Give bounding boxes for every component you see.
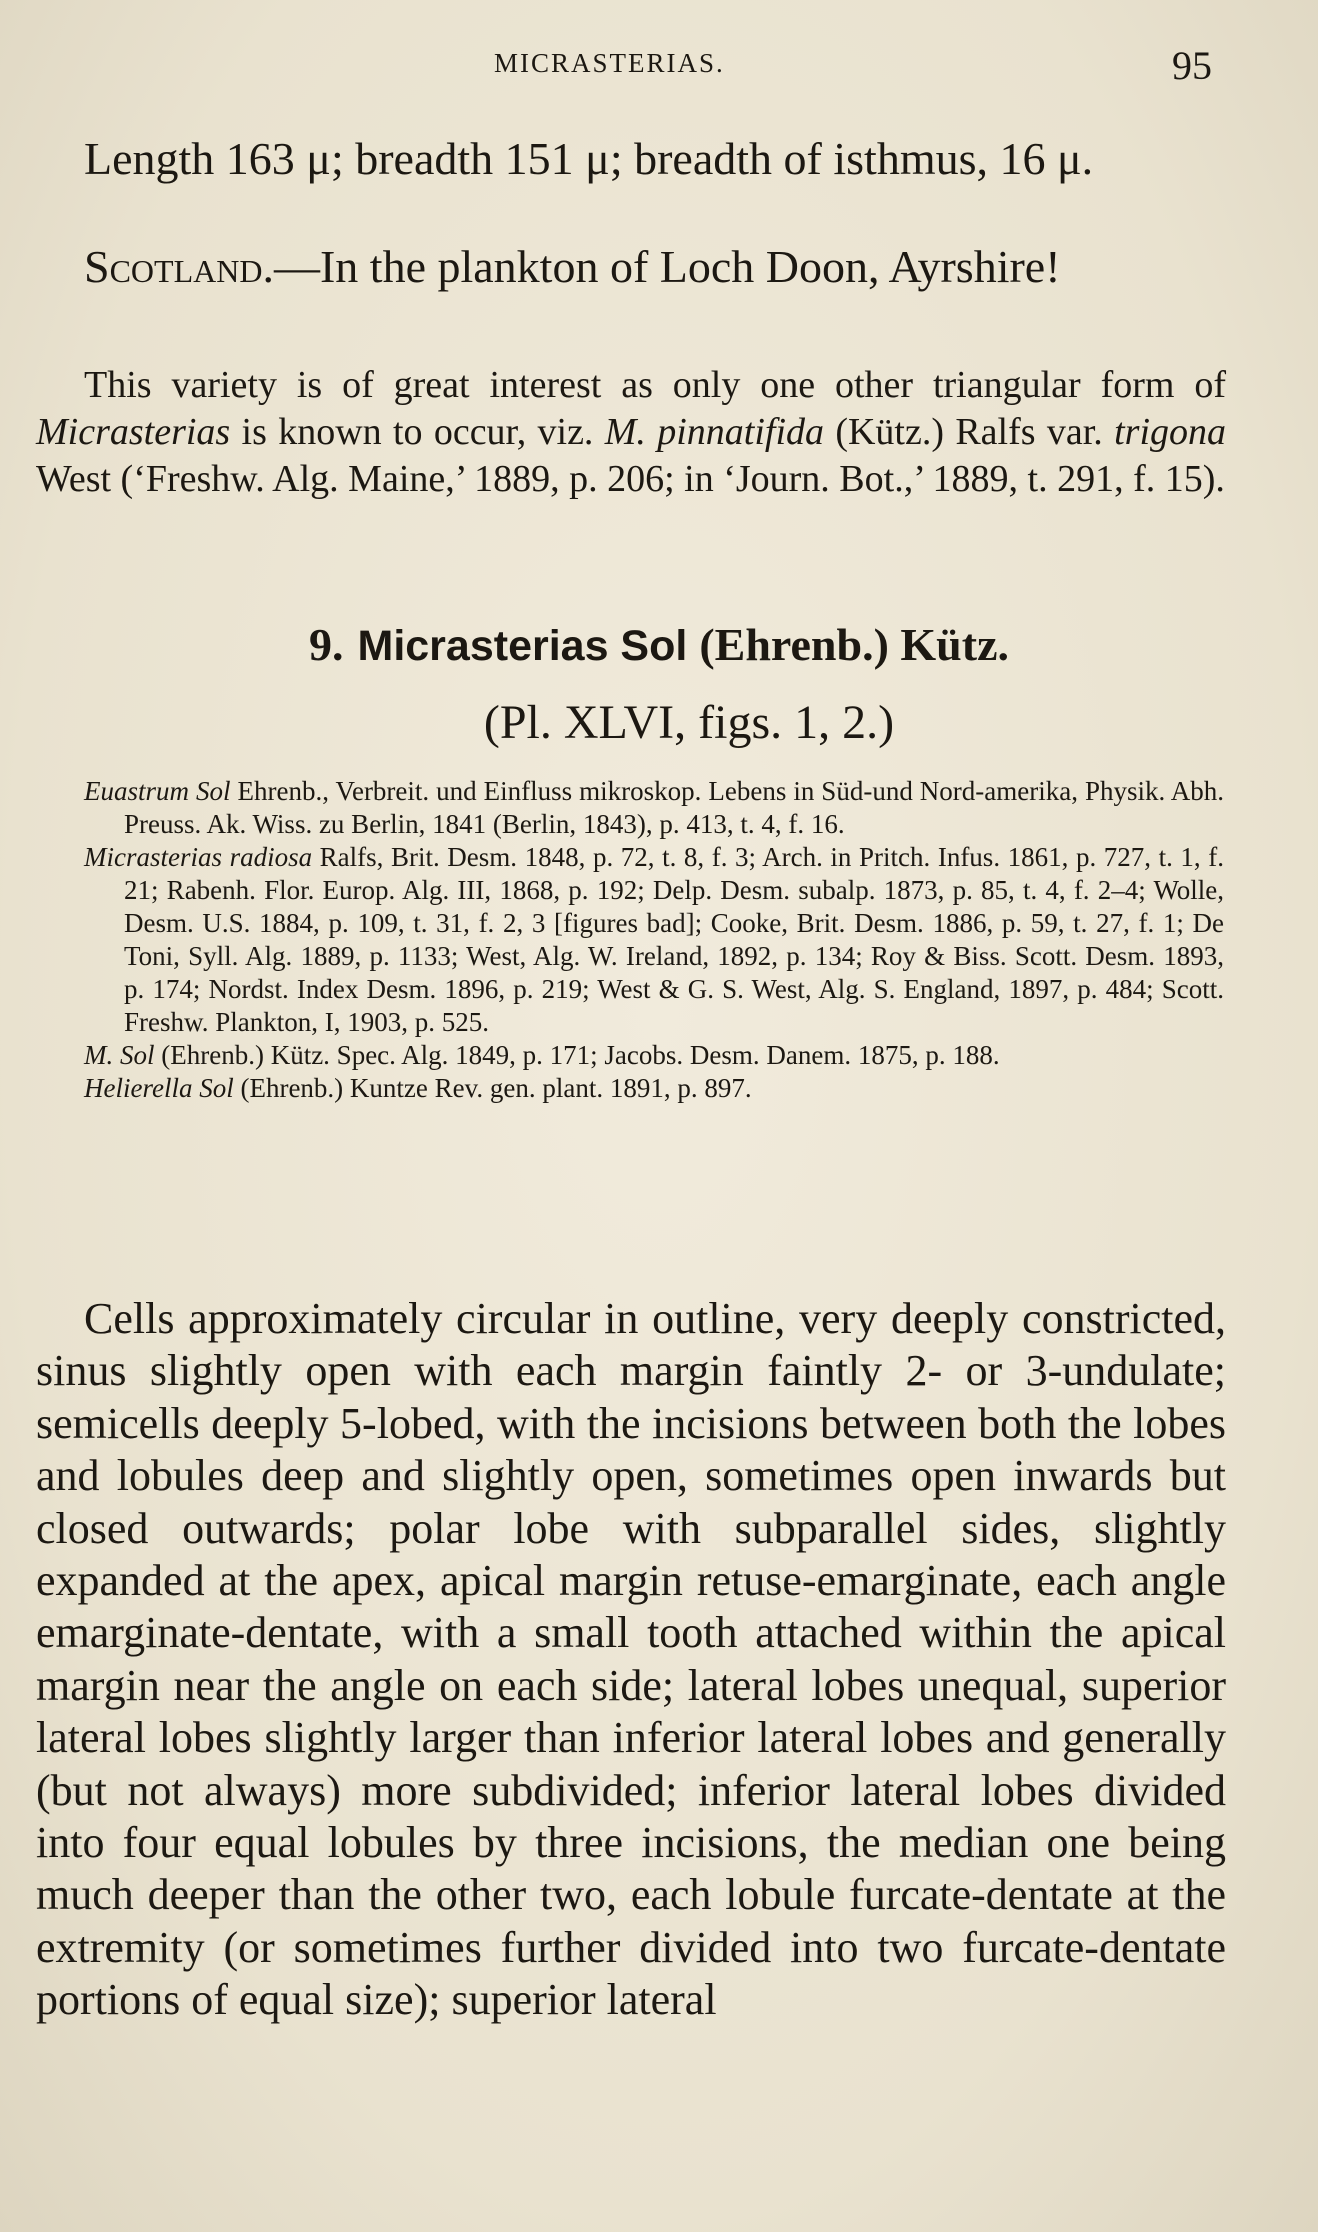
page-number: 95	[1172, 43, 1212, 88]
synonymy-entry	[84, 1072, 1224, 1105]
note-variety: trigona	[1114, 411, 1226, 453]
running-head	[0, 42, 1318, 88]
plate-reference: (Pl. XLVI, figs. 1, 2.)	[483, 696, 895, 749]
locality-paragraph	[36, 240, 1226, 293]
species-description: Cells approximately circular in outline, very deeply constricted, sinus slightly open with each margin faintly 2- or 3-undulate; semicells deeply 5-lobed, with the incisions between both the lobes and lobules deep and slightly open, sometimes open inwards but closed outwards; polar lobe with subparallel sides, slightly expanded at the apex, apical margin retuse-emarginate, each angle emarginate-dentate, with a small tooth attached within the apical margin near the angle on each side; lateral lobes unequal, superior lateral lobes slightly larger than inferior lateral lobes and generally (but not always) more subdivided; inferior lateral lobes divided into four equal lobules by three incisions, the median one being much deeper than the other two, each lobule furcate-dentate at the extremity (or sometimes further divided into two furcate-dentate portions of equal size); superior lateral	[36, 1294, 1226, 2025]
species-number: 9.	[309, 619, 344, 670]
note-species: M. pinnatifida	[604, 411, 825, 453]
note-block	[36, 362, 1226, 503]
note-text-2: is known to occur, viz.	[230, 411, 605, 453]
measurements-block	[36, 132, 1226, 185]
synonym-citation: Ralfs, Brit. Desm. 1848, p. 72, t. 8, f. 3; Arch. in Pritch. Infus. 1861, p. 727, t. 1, f. 21; Rabenh. Flor. Europ. Alg. III, 1868, p. 192; Delp. Desm. subalp. 1873, p. 85, t. 4, f. 2–4; Wolle, Desm. U.S. 1884, p. 109, t. 31, f. 2, 3 [figures bad]; Cooke, Brit. Desm. 1886, p. 59, t. 27, f. 1; De Toni, Syll. Alg. 1889, p. 1133; West, Alg. W. Ireland, 1892, p. 134; Roy & Biss. Scott. Desm. 1893, p. 174; Nordst. Index Desm. 1896, p. 219; West & G. S. West, Alg. S. England, 1897, p. 484; Scott. Freshw. Plankton, I, 1903, p. 525.	[124, 842, 1224, 1037]
note-genus: Micrasterias	[36, 411, 231, 453]
synonymy-list	[84, 775, 1224, 1105]
species-heading	[0, 618, 1318, 671]
species-name: Micrasterias Sol	[357, 622, 688, 670]
note-text-3: (Kütz.) Ralfs var.	[824, 411, 1115, 453]
note-text-4: West (‘Freshw. Alg. Maine,’ 1889, p. 206; in ‘Journ. Bot.,’ 1889, t. 291, f. 15).	[36, 458, 1225, 500]
synonym-name: Euastrum Sol	[84, 776, 231, 806]
species-authority: (Ehrenb.) Kütz.	[699, 619, 1009, 670]
locality-country: Scotland.	[84, 241, 274, 292]
synonymy-entry	[84, 841, 1224, 1039]
synonym-citation: (Ehrenb.) Kütz. Spec. Alg. 1849, p. 171; Jacobs. Desm. Danem. 1875, p. 188.	[154, 1040, 1000, 1070]
synonym-citation: Ehrenb., Verbreit. und Einfluss mikroskop. Lebens in Süd-und Nord-amerika, Physik. Abh. Preuss. Ak. Wiss. zu Berlin, 1841 (Berlin, 1843), p. 413, t. 4, f. 16.	[124, 776, 1224, 839]
synonym-name: M. Sol	[84, 1040, 155, 1070]
note-paragraph	[36, 362, 1226, 503]
synonym-name: Micrasterias radiosa	[84, 842, 313, 872]
synonym-citation: (Ehrenb.) Kuntze Rev. gen. plant. 1891, p. 897.	[233, 1073, 752, 1103]
measurements-text: Length 163 μ; breadth 151 μ; breadth of isthmus, 16 μ.	[84, 133, 1094, 184]
locality-block	[36, 240, 1226, 293]
note-text-1: This variety is of great interest as only one other triangular form of	[84, 364, 1226, 406]
locality-text: —In the plankton of Loch Doon, Ayrshire!	[273, 241, 1061, 292]
running-title: MICRASTERIAS.	[494, 48, 725, 78]
synonymy-entry	[84, 1039, 1224, 1072]
synonymy-entry	[84, 775, 1224, 841]
synonym-name: Helierella Sol	[84, 1073, 234, 1103]
